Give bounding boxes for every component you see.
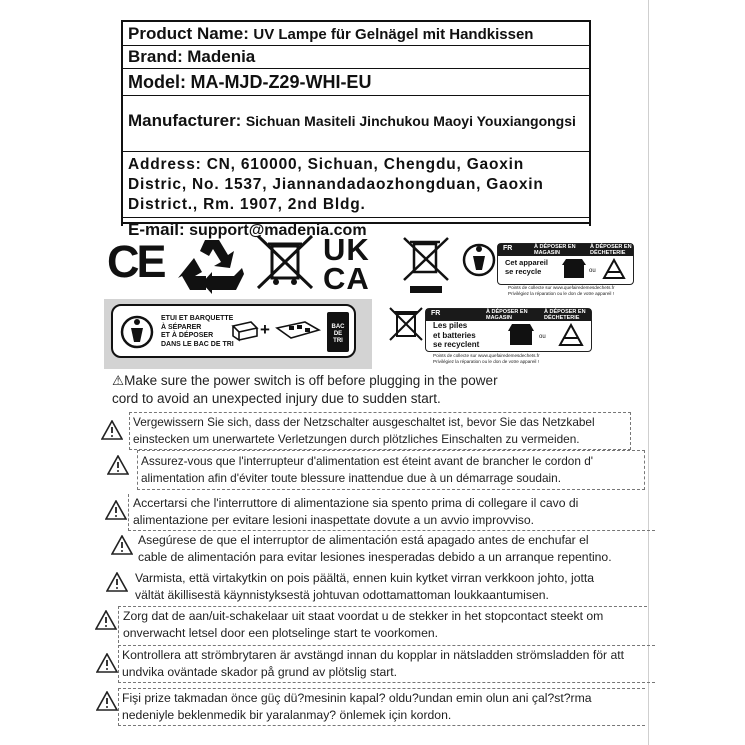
plus-sign: +: [260, 320, 270, 339]
dump-icon: [558, 323, 584, 347]
address-line-2: Distric, No. 1537, Jiannandadaozhongduan, Gaoxin: [128, 176, 544, 193]
tray-icon: [275, 318, 321, 342]
warning-de: Vergewissern Sie sich, dass der Netzschalter ausgeschaltet ist, bevor Sie das Netzkabel einstecken um unerwartete Verletzungen durch plötzliches Einschalten zu vermeiden.: [129, 412, 631, 450]
warning-fr: Assurez-vous que l'interrupteur d'alimentation est éteint avant de brancher le cordon d' alimentation afin d'éviter toute blessure inattendue due à un démarrage soudain.: [137, 450, 645, 490]
shop-icon: [562, 259, 586, 279]
battery-info-box: [425, 308, 592, 352]
address-row: [123, 152, 589, 218]
warning-nl: Zorg dat de aan/uit-schakelaar uit staat voordat u de stekker in het stopcontact steekt om onverwacht letsel door een plotselinge start te voorkomen.: [118, 606, 647, 643]
manufacturer-label: Manufacturer:: [128, 111, 242, 130]
pile-text: Les piles et batteries se recyclent: [433, 321, 480, 349]
ukca-top: UK: [323, 232, 370, 267]
pile-col-shop: À DÉPOSER EN MAGASIN: [486, 309, 528, 321]
ukca-bottom: CA: [323, 261, 370, 296]
brand-label: Brand:: [128, 47, 183, 66]
triman-text: Cet appareil se recycle: [505, 258, 548, 276]
warning-triangle-icon: [105, 500, 127, 520]
triman-icon: [119, 313, 155, 351]
warning-triangle-icon: [101, 420, 123, 440]
sorting-bin-icon: BAC DE TRI: [327, 312, 349, 352]
warning-triangle-icon: [96, 653, 118, 673]
warning-tr: Fişi prize takmadan önce güç dü?mesinin kapal? oldu?undan emin olun ani çal?st?rma nedeniyle beklenmedik bir yaralanmay? önlemek için kordon.: [118, 688, 645, 726]
warning-sv: Kontrollera att strömbrytaren är avstängd innan du kopplar in nätsladden strömsladden för att undvika oväntade skador på grund av plötslig start.: [118, 645, 655, 683]
product-name-row: [123, 22, 589, 46]
warning-triangle-icon: [96, 691, 118, 711]
manufacturer-row: [123, 96, 589, 152]
pile-fr: FR: [431, 310, 441, 317]
triman-fr: FR: [503, 245, 513, 252]
shop-icon: [508, 324, 534, 346]
address-line-3: District., Rm. 1907, 2nd Bldg.: [128, 196, 366, 213]
box-icon: [231, 318, 259, 342]
triman-info-box: [497, 243, 634, 285]
warning-es: Asegúrese de que el interruptor de alimentación está apagado antes de enchufar el cable de alimentación para evitar lesiones inesperadas debido a un arranque repentino.: [138, 533, 612, 564]
dump-icon: [602, 258, 626, 280]
weee-bin-bar-icon: [402, 236, 450, 294]
pile-or: ou: [539, 334, 546, 340]
triman-col-dump: À DÉPOSER EN DÉCHETERIE: [590, 244, 632, 256]
english-warning: ⚠Make sure the power switch is off before plugging in the power cord to avoid an unexpected injury due to sudden start.: [112, 373, 498, 406]
triman-or: ou: [589, 268, 596, 274]
triman-col-shop: À DÉPOSER EN MAGASIN: [534, 244, 576, 256]
recycle-icon: [178, 236, 246, 294]
page-edge-line: [648, 0, 649, 745]
warning-triangle-icon: [106, 572, 128, 592]
warning-triangle-icon: [107, 455, 129, 475]
packaging-recycling-badge: [111, 304, 356, 358]
warning-fi: Varmista, että virtakytkin on pois päältä, ennen kuin kytket virran verkkoon johto, jotta vältät äkillisestä käynnistyksestä johtuvan odottamattoman loukkaantumisen.: [135, 571, 595, 602]
email-value: support@madenia.com: [189, 222, 367, 239]
triman-footer: Points de collecte sur www.quefairedemesdechets.fr Privilégiez la réparation ou le don de votre appareil !: [508, 285, 615, 296]
battery-weee-icon: [388, 306, 424, 346]
model-row: [123, 69, 589, 96]
brand-value: Madenia: [187, 47, 256, 66]
address-line-1: Address: CN, 610000, Sichuan, Chengdu, Gaoxin: [128, 156, 525, 173]
warning-triangle-icon: [95, 610, 117, 630]
ce-mark: CE: [107, 236, 164, 287]
model-value: MA-MJD-Z29-WHI-EU: [190, 72, 372, 92]
product-name-label: Product Name:: [128, 24, 249, 43]
warning-it: Accertarsi che l'interruttore di alimentazione sia spento prima di collegare il cavo di alimentazione per evitare lesioni inaspettate dovute a un avvio improvviso.: [128, 494, 655, 531]
table-bottom-extension: [121, 220, 591, 226]
product-name-value: UV Lampe für Gelnägel mit Handkissen: [253, 26, 534, 43]
weee-bin-icon: [254, 234, 316, 292]
manufacturer-value: Sichuan Masiteli Jinchukou Maoyi Youxiangongsi: [245, 113, 576, 129]
triman-icon: [462, 240, 496, 280]
warning-triangle-icon: [111, 535, 133, 555]
brand-row: [123, 46, 589, 69]
pile-col-dump: À DÉPOSER EN DÉCHETERIE: [544, 309, 586, 321]
packaging-text: ETUI ET BARQUETTE À SÉPARER ET À DÉPOSER DANS LE BAC DE TRI: [161, 315, 234, 348]
ukca-mark: [323, 232, 370, 296]
product-info-table: [121, 20, 591, 239]
model-label: Model:: [128, 72, 186, 92]
email-label: E-mail:: [128, 220, 185, 239]
pile-footer: Points de collecte sur www.quefairedemesdechets.fr Privilégiez la réparation ou le don de votre appareil !: [433, 353, 540, 364]
